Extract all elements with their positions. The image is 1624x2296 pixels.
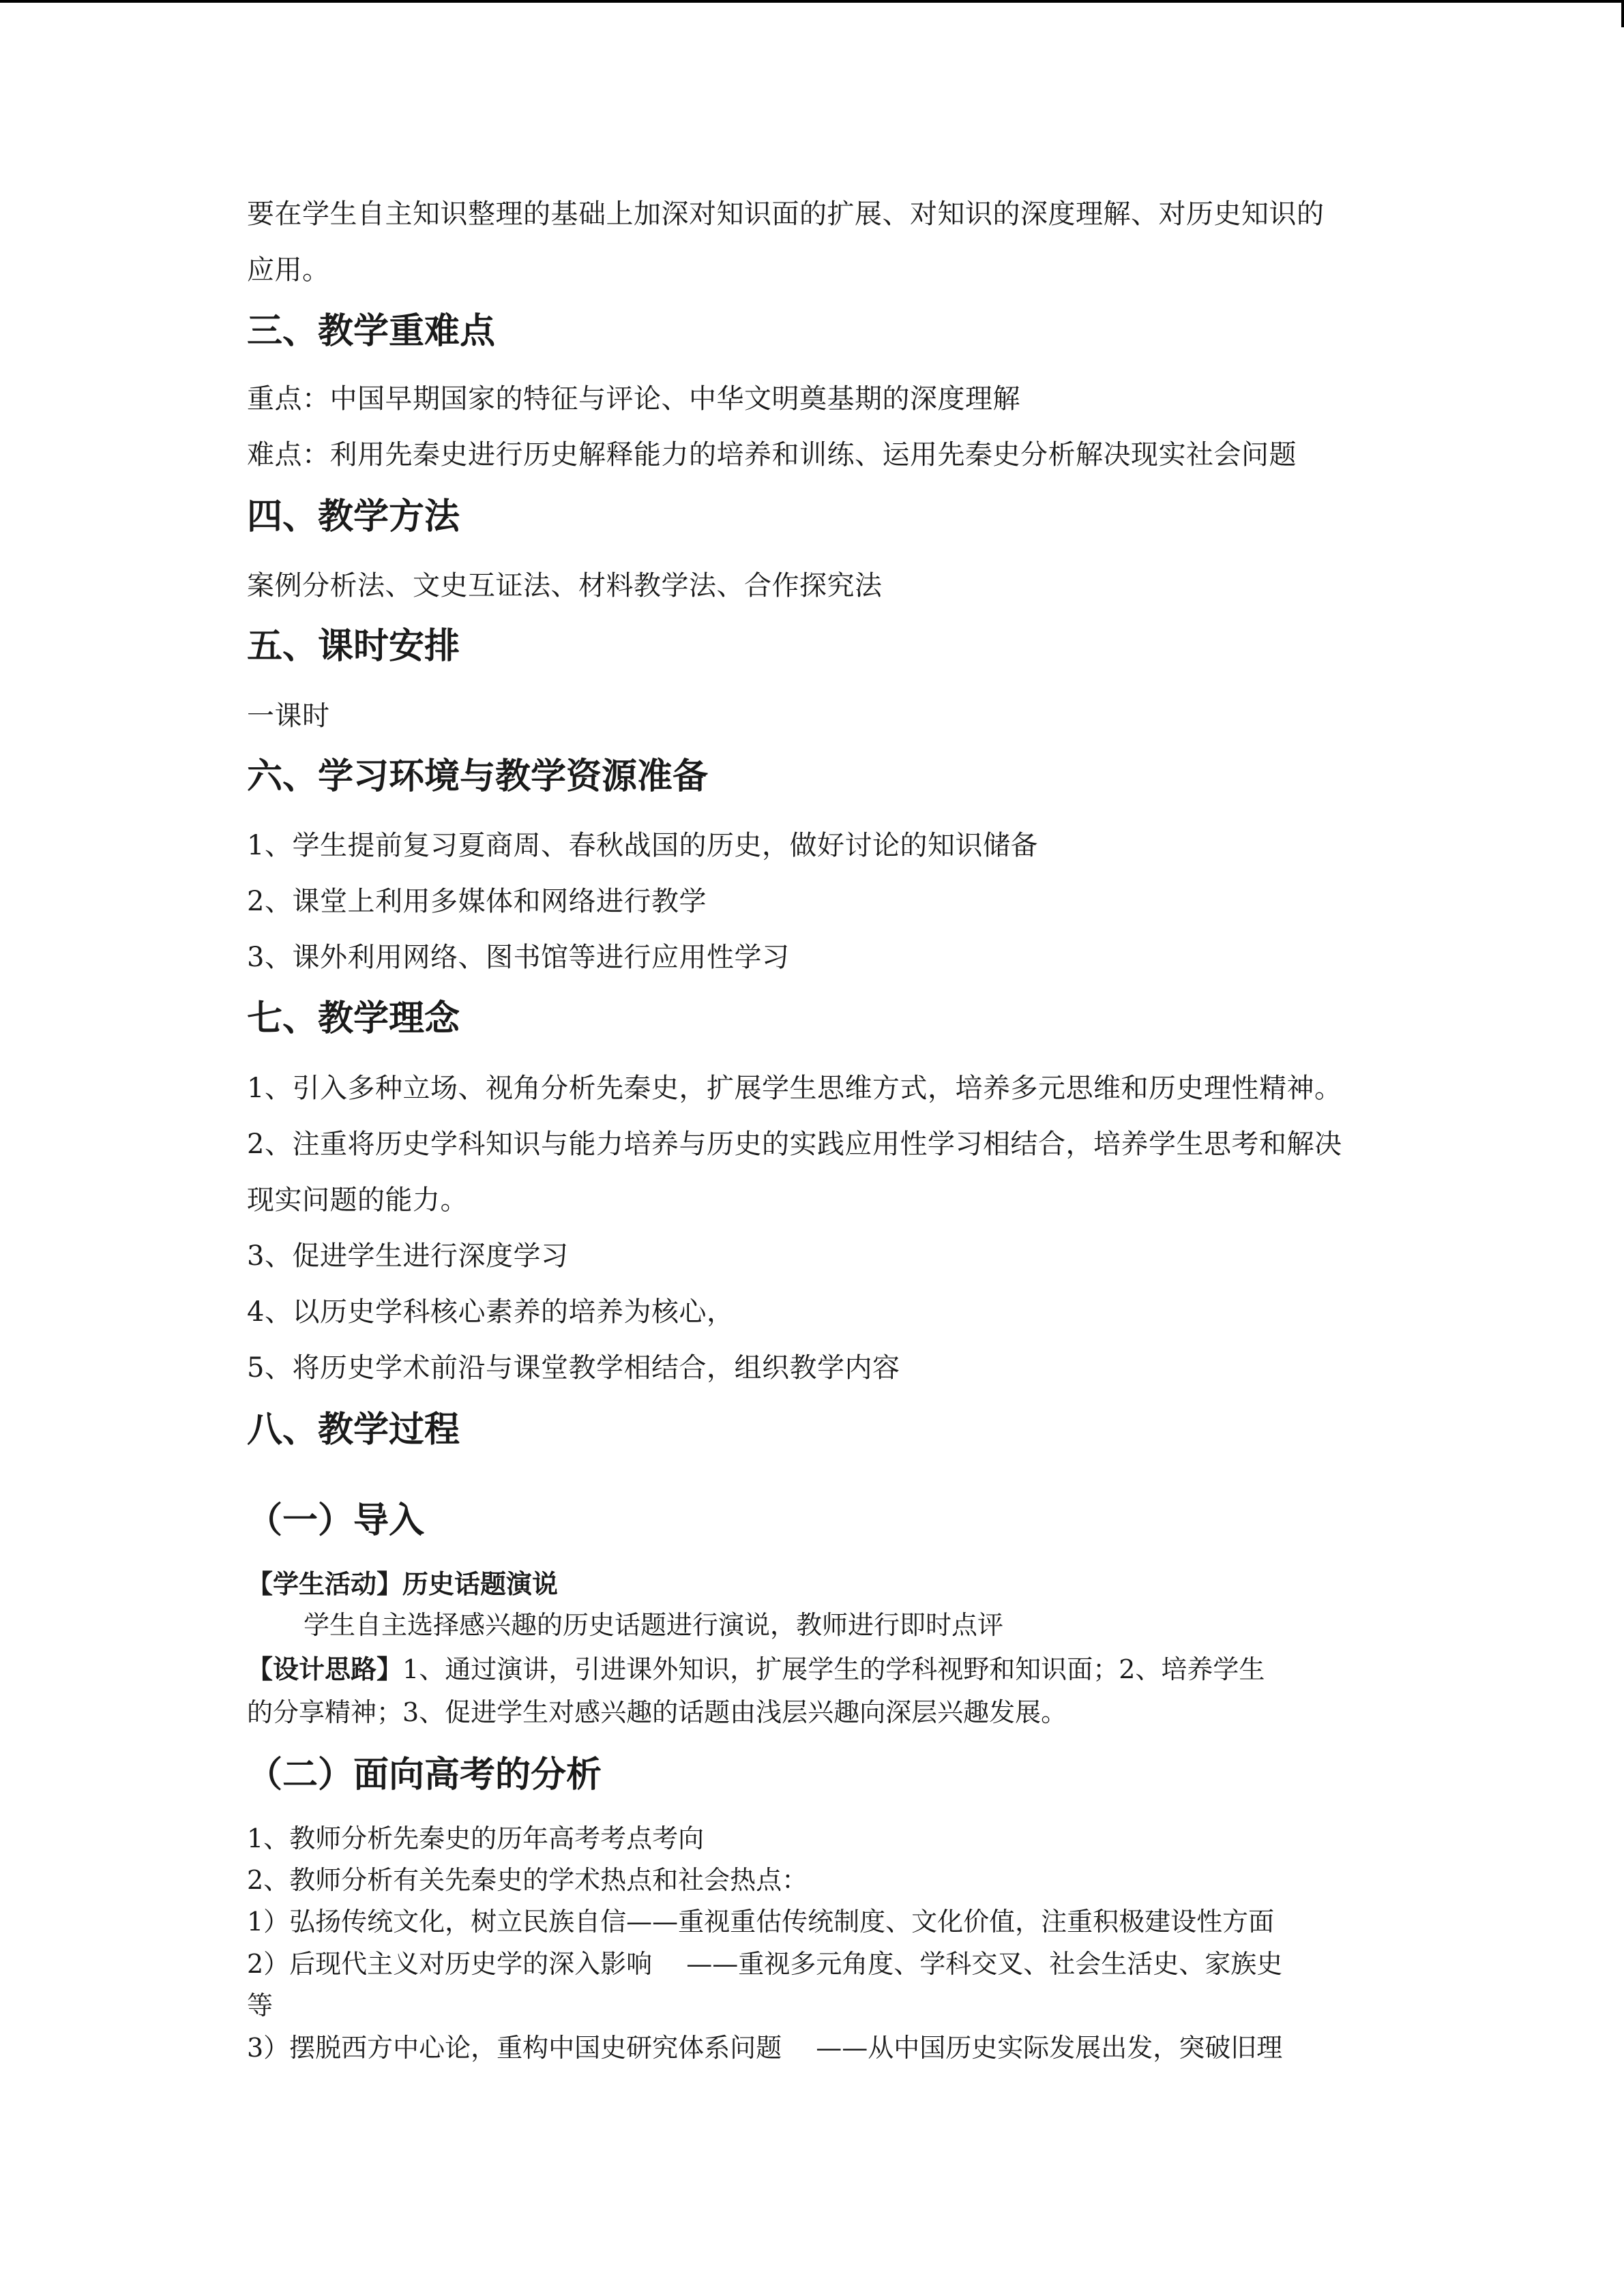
- intro-line-1: 要在学生自主知识整理的基础上加深对知识面的扩展、对知识的深度理解、对历史知识的: [247, 198, 1325, 230]
- resource-item-3: 3、课外利用网络、图书馆等进行应用性学习: [247, 942, 790, 973]
- resource-item-2: 2、课堂上利用多媒体和网络进行教学: [247, 886, 707, 917]
- design-label: 【设计思路】: [247, 1654, 403, 1684]
- design-text-1: 1、通过演讲，引进课外知识，扩展学生的学科视野和知识面；2、培养学生: [402, 1654, 1265, 1684]
- resource-item-1: 1、学生提前复习夏商周、春秋战国的历史，做好讨论的知识储备: [247, 830, 1038, 861]
- philosophy-item-1: 1、引入多种立场、视角分析先秦史，扩展学生思维方式，培养多元思维和历史理性精神。: [247, 1073, 1342, 1104]
- section-4-heading: 四、教学方法: [247, 496, 460, 537]
- part-1-heading: （一）导入: [247, 1500, 425, 1541]
- exam-subitem-3: 3）摆脱西方中心论，重构中国史研究体系问题 ——从中国历史实际发展出发，突破旧理: [247, 2033, 1283, 2063]
- teaching-methods-text: 案例分析法、文史互证法、材料教学法、合作探究法: [247, 570, 883, 601]
- exam-subitem-2-line-2: 等: [247, 1991, 274, 2021]
- philosophy-item-3: 3、促进学生进行深度学习: [247, 1240, 569, 1272]
- part-2-heading: （二）面向高考的分析: [247, 1755, 602, 1795]
- page-corner-border: [1621, 0, 1624, 27]
- philosophy-item-2-line-1: 2、注重将历史学科知识与能力培养与历史的实践应用性学习相结合，培养学生思考和解决: [247, 1129, 1342, 1160]
- section-7-heading: 七、教学理念: [247, 998, 460, 1039]
- exam-subitem-1: 1）弘扬传统文化，树立民族自信——重视重估传统制度、文化价值，注重积极建设性方面: [247, 1907, 1275, 1937]
- section-8-heading: 八、教学过程: [247, 1410, 460, 1450]
- exam-item-2: 2、教师分析有关先秦史的学术热点和社会热点：: [247, 1865, 808, 1895]
- section-6-heading: 六、学习环境与教学资源准备: [247, 756, 709, 797]
- exam-subitem-2-line-1: 2）后现代主义对历史学的深入影响 ——重视多元角度、学科交叉、社会生活史、家族史: [247, 1949, 1283, 1979]
- schedule-text: 一课时: [247, 700, 330, 732]
- design-line-1: [247, 1654, 1265, 1685]
- key-point-text: 重点：中国早期国家的特征与评论、中华文明奠基期的深度理解: [247, 383, 1020, 415]
- exam-item-1: 1、教师分析先秦史的历年高考考点考向: [247, 1823, 705, 1853]
- page-top-border: [0, 0, 1624, 3]
- student-activity-text: 学生自主选择感兴趣的历史话题进行演说，教师进行即时点评: [304, 1610, 1004, 1640]
- philosophy-item-5: 5、将历史学术前沿与课堂教学相结合，组织教学内容: [247, 1352, 900, 1384]
- philosophy-item-2-line-2: 现实问题的能力。: [247, 1184, 468, 1216]
- difficult-point-text: 难点：利用先秦史进行历史解释能力的培养和训练、运用先秦史分析解决现实社会问题: [247, 439, 1297, 471]
- intro-line-2: 应用。: [247, 254, 330, 286]
- section-5-heading: 五、课时安排: [247, 626, 460, 667]
- philosophy-item-4: 4、以历史学科核心素养的培养为核心，: [247, 1296, 735, 1328]
- design-line-2: 的分享精神；3、促进学生对感兴趣的话题由浅层兴趣向深层兴趣发展。: [247, 1697, 1067, 1727]
- student-activity-label: 【学生活动】历史话题演说: [247, 1568, 559, 1599]
- section-3-heading: 三、教学重难点: [247, 311, 496, 352]
